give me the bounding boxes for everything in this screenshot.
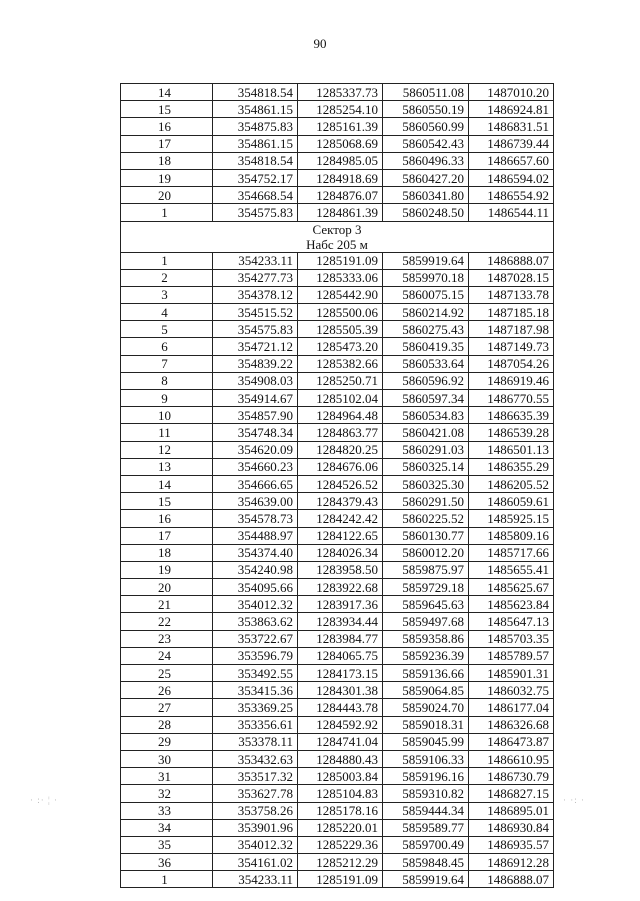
table-row xyxy=(121,390,554,407)
table-row xyxy=(121,458,554,475)
point-number-cell: 36 xyxy=(121,854,213,871)
coordinate-cell: 354515.52 xyxy=(213,304,298,321)
coordinate-cell: 1284592.92 xyxy=(298,716,383,733)
coordinate-cell: 1284820.25 xyxy=(298,441,383,458)
point-number-cell: 31 xyxy=(121,768,213,785)
coordinate-cell: 1485925.15 xyxy=(469,510,554,527)
table-row xyxy=(121,252,554,269)
coordinate-cell: 1283984.77 xyxy=(298,630,383,647)
coordinate-cell: 5859310.82 xyxy=(383,785,469,802)
point-number-cell: 15 xyxy=(121,101,213,118)
point-number-cell: 17 xyxy=(121,135,213,152)
coordinate-cell: 354095.66 xyxy=(213,579,298,596)
point-number-cell: 23 xyxy=(121,630,213,647)
coordinate-cell: 354861.15 xyxy=(213,135,298,152)
table-row xyxy=(121,665,554,682)
coordinate-cell: 354233.11 xyxy=(213,252,298,269)
table-row xyxy=(121,355,554,372)
table-row xyxy=(121,475,554,492)
coordinate-cell: 1284880.43 xyxy=(298,750,383,767)
coordinate-cell: 1487028.15 xyxy=(469,269,554,286)
point-number-cell: 8 xyxy=(121,372,213,389)
coordinate-cell: 353596.79 xyxy=(213,647,298,664)
table-row xyxy=(121,802,554,819)
coordinate-cell: 1284741.04 xyxy=(298,733,383,750)
coordinate-cell: 5859497.68 xyxy=(383,613,469,630)
point-number-cell: 3 xyxy=(121,286,213,303)
coordinate-cell: 1486473.87 xyxy=(469,733,554,750)
coordinate-cell: 1285333.06 xyxy=(298,269,383,286)
coordinate-cell: 5860550.19 xyxy=(383,101,469,118)
coordinate-cell: 5860325.30 xyxy=(383,475,469,492)
point-number-cell: 10 xyxy=(121,407,213,424)
coordinate-cell: 353492.55 xyxy=(213,665,298,682)
coordinate-cell: 5859018.31 xyxy=(383,716,469,733)
section-title: Сектор 3 xyxy=(121,221,554,237)
coordinate-cell: 1284173.15 xyxy=(298,665,383,682)
coordinate-cell: 354748.34 xyxy=(213,424,298,441)
coordinate-cell: 1486594.02 xyxy=(469,169,554,186)
coordinate-cell: 1485901.31 xyxy=(469,665,554,682)
coordinate-cell: 1485703.35 xyxy=(469,630,554,647)
coordinate-cell: 1284026.34 xyxy=(298,544,383,561)
coordinate-cell: 354575.83 xyxy=(213,204,298,221)
point-number-cell: 18 xyxy=(121,544,213,561)
point-number-cell: 15 xyxy=(121,493,213,510)
coordinate-cell: 354233.11 xyxy=(213,871,298,888)
coordinate-cell: 1283922.68 xyxy=(298,579,383,596)
coordinate-cell: 1485625.67 xyxy=(469,579,554,596)
point-number-cell: 19 xyxy=(121,169,213,186)
coordinate-cell: 1486924.81 xyxy=(469,101,554,118)
table-row xyxy=(121,613,554,630)
coordinate-cell: 354378.12 xyxy=(213,286,298,303)
table-row xyxy=(121,304,554,321)
coordinate-cell: 1285337.73 xyxy=(298,84,383,101)
coordinate-cell: 1283917.36 xyxy=(298,596,383,613)
coordinate-cell: 1285473.20 xyxy=(298,338,383,355)
coordinate-cell: 354857.90 xyxy=(213,407,298,424)
coordinate-cell: 354374.40 xyxy=(213,544,298,561)
coordinate-cell: 1284242.42 xyxy=(298,510,383,527)
coordinate-cell: 5859700.49 xyxy=(383,836,469,853)
table-row xyxy=(121,286,554,303)
table-row xyxy=(121,204,554,221)
coordinate-cell: 1486895.01 xyxy=(469,802,554,819)
coordinate-cell: 1486888.07 xyxy=(469,252,554,269)
coordinate-cell: 354578.73 xyxy=(213,510,298,527)
coordinate-cell: 1486827.15 xyxy=(469,785,554,802)
coordinate-cell: 353863.62 xyxy=(213,613,298,630)
coordinate-cell: 1486177.04 xyxy=(469,699,554,716)
point-number-cell: 18 xyxy=(121,152,213,169)
coordinate-cell: 1486770.55 xyxy=(469,390,554,407)
point-number-cell: 25 xyxy=(121,665,213,682)
point-number-cell: 35 xyxy=(121,836,213,853)
coordinate-cell: 354666.65 xyxy=(213,475,298,492)
coordinate-cell: 1284122.65 xyxy=(298,527,383,544)
coordinate-cell: 353369.25 xyxy=(213,699,298,716)
coordinate-cell: 1285382.66 xyxy=(298,355,383,372)
coordinate-cell: 1486635.39 xyxy=(469,407,554,424)
point-number-cell: 33 xyxy=(121,802,213,819)
table-row xyxy=(121,630,554,647)
table-row xyxy=(121,733,554,750)
coordinate-cell: 1486326.68 xyxy=(469,716,554,733)
point-number-cell: 16 xyxy=(121,510,213,527)
table-row xyxy=(121,84,554,101)
table-row xyxy=(121,372,554,389)
coordinates-table xyxy=(120,83,554,888)
point-number-cell: 5 xyxy=(121,321,213,338)
point-number-cell: 30 xyxy=(121,750,213,767)
scan-noise-left: · :· ¦ · xyxy=(30,795,59,805)
point-number-cell: 32 xyxy=(121,785,213,802)
point-number-cell: 24 xyxy=(121,647,213,664)
point-number-cell: 20 xyxy=(121,579,213,596)
coordinate-cell: 354875.83 xyxy=(213,118,298,135)
coordinate-cell: 5860325.14 xyxy=(383,458,469,475)
coordinate-cell: 1487149.73 xyxy=(469,338,554,355)
coordinate-cell: 5859919.64 xyxy=(383,252,469,269)
coordinate-cell: 1285102.04 xyxy=(298,390,383,407)
coordinate-cell: 1485623.84 xyxy=(469,596,554,613)
table-row xyxy=(121,682,554,699)
table-row xyxy=(121,819,554,836)
coordinate-cell: 5859848.45 xyxy=(383,854,469,871)
coordinate-cell: 1487187.98 xyxy=(469,321,554,338)
coordinate-cell: 1486739.44 xyxy=(469,135,554,152)
coordinate-cell: 354620.09 xyxy=(213,441,298,458)
table-row xyxy=(121,785,554,802)
coordinate-cell: 354012.32 xyxy=(213,836,298,853)
coordinate-cell: 354818.54 xyxy=(213,84,298,101)
table-row xyxy=(121,768,554,785)
coordinate-cell: 5860421.08 xyxy=(383,424,469,441)
point-number-cell: 12 xyxy=(121,441,213,458)
coordinate-cell: 5860214.92 xyxy=(383,304,469,321)
coordinate-cell: 354277.73 xyxy=(213,269,298,286)
coordinate-cell: 353901.96 xyxy=(213,819,298,836)
table-row xyxy=(121,338,554,355)
table-body-top xyxy=(121,84,554,222)
point-number-cell: 11 xyxy=(121,424,213,441)
coordinate-cell: 354639.00 xyxy=(213,493,298,510)
point-number-cell: 28 xyxy=(121,716,213,733)
coordinate-cell: 5860542.43 xyxy=(383,135,469,152)
point-number-cell: 6 xyxy=(121,338,213,355)
table-row xyxy=(121,135,554,152)
coordinate-cell: 353517.32 xyxy=(213,768,298,785)
coordinate-cell: 354012.32 xyxy=(213,596,298,613)
point-number-cell: 21 xyxy=(121,596,213,613)
coordinate-cell: 1485809.16 xyxy=(469,527,554,544)
table-row xyxy=(121,269,554,286)
point-number-cell: 14 xyxy=(121,475,213,492)
coordinate-cell: 353722.67 xyxy=(213,630,298,647)
coordinate-cell: 5860291.03 xyxy=(383,441,469,458)
table-row xyxy=(121,152,554,169)
coordinate-cell: 1486930.84 xyxy=(469,819,554,836)
coordinate-cell: 5860248.50 xyxy=(383,204,469,221)
coordinate-cell: 1284985.05 xyxy=(298,152,383,169)
coordinate-cell: 1486544.11 xyxy=(469,204,554,221)
coordinate-cell: 354488.97 xyxy=(213,527,298,544)
table-row xyxy=(121,424,554,441)
point-number-cell: 1 xyxy=(121,252,213,269)
coordinate-cell: 5860225.52 xyxy=(383,510,469,527)
table-row xyxy=(121,441,554,458)
coordinate-cell: 1283934.44 xyxy=(298,613,383,630)
coordinate-cell: 5859236.39 xyxy=(383,647,469,664)
coordinate-cell: 354861.15 xyxy=(213,101,298,118)
coordinate-cell: 1486935.57 xyxy=(469,836,554,853)
coordinate-cell: 1283958.50 xyxy=(298,561,383,578)
coordinate-cell: 354660.23 xyxy=(213,458,298,475)
point-number-cell: 14 xyxy=(121,84,213,101)
point-number-cell: 17 xyxy=(121,527,213,544)
table-row xyxy=(121,527,554,544)
coordinate-cell: 354752.17 xyxy=(213,169,298,186)
coordinate-cell: 5860511.08 xyxy=(383,84,469,101)
coordinate-cell: 1485717.66 xyxy=(469,544,554,561)
coordinate-cell: 5860560.99 xyxy=(383,118,469,135)
coordinate-cell: 1285229.36 xyxy=(298,836,383,853)
coordinate-cell: 354818.54 xyxy=(213,152,298,169)
coordinate-cell: 1485655.41 xyxy=(469,561,554,578)
point-number-cell: 26 xyxy=(121,682,213,699)
table-row xyxy=(121,750,554,767)
coordinate-cell: 353356.61 xyxy=(213,716,298,733)
coordinate-cell: 353432.63 xyxy=(213,750,298,767)
section-subtitle-row xyxy=(121,237,554,253)
coordinate-cell: 5860427.20 xyxy=(383,169,469,186)
point-number-cell: 1 xyxy=(121,204,213,221)
coordinate-cell: 1284379.43 xyxy=(298,493,383,510)
coordinate-cell: 5859196.16 xyxy=(383,768,469,785)
coordinate-cell: 5859024.70 xyxy=(383,699,469,716)
coordinate-cell: 1486730.79 xyxy=(469,768,554,785)
coordinate-cell: 1485647.13 xyxy=(469,613,554,630)
coordinate-cell: 1486501.13 xyxy=(469,441,554,458)
point-number-cell: 19 xyxy=(121,561,213,578)
coordinate-cell: 5859589.77 xyxy=(383,819,469,836)
coordinate-cell: 354914.67 xyxy=(213,390,298,407)
point-number-cell: 29 xyxy=(121,733,213,750)
table-row xyxy=(121,579,554,596)
coordinate-cell: 5860533.64 xyxy=(383,355,469,372)
point-number-cell: 34 xyxy=(121,819,213,836)
table-row xyxy=(121,596,554,613)
coordinate-cell: 354839.22 xyxy=(213,355,298,372)
coordinate-cell: 1486831.51 xyxy=(469,118,554,135)
coordinate-cell: 1285442.90 xyxy=(298,286,383,303)
scan-noise-right: · ·: · xyxy=(563,795,585,805)
coordinate-cell: 1285068.69 xyxy=(298,135,383,152)
coordinate-cell: 1486059.61 xyxy=(469,493,554,510)
coordinate-cell: 354575.83 xyxy=(213,321,298,338)
coordinate-cell: 1487133.78 xyxy=(469,286,554,303)
table-row xyxy=(121,699,554,716)
point-number-cell: 7 xyxy=(121,355,213,372)
coordinate-cell: 354240.98 xyxy=(213,561,298,578)
coordinate-cell: 5859064.85 xyxy=(383,682,469,699)
coordinate-cell: 5860597.34 xyxy=(383,390,469,407)
coordinate-cell: 1284918.69 xyxy=(298,169,383,186)
coordinate-cell: 5859919.64 xyxy=(383,871,469,888)
coordinate-cell: 1485789.57 xyxy=(469,647,554,664)
coordinate-cell: 1486912.28 xyxy=(469,854,554,871)
table-row xyxy=(121,407,554,424)
table-row xyxy=(121,510,554,527)
point-number-cell: 20 xyxy=(121,187,213,204)
coordinate-cell: 1284861.39 xyxy=(298,204,383,221)
coordinate-cell: 5859444.34 xyxy=(383,802,469,819)
coordinate-cell: 5860341.80 xyxy=(383,187,469,204)
coordinate-cell: 5859136.66 xyxy=(383,665,469,682)
point-number-cell: 9 xyxy=(121,390,213,407)
table-row xyxy=(121,187,554,204)
coordinate-cell: 1285161.39 xyxy=(298,118,383,135)
page-number: 90 xyxy=(313,36,327,51)
table-row xyxy=(121,647,554,664)
table-row xyxy=(121,854,554,871)
coordinate-cell: 1284301.38 xyxy=(298,682,383,699)
coordinate-cell: 5859645.63 xyxy=(383,596,469,613)
coordinate-cell: 1285254.10 xyxy=(298,101,383,118)
table-row xyxy=(121,561,554,578)
table-row xyxy=(121,118,554,135)
coordinate-cell: 1486919.46 xyxy=(469,372,554,389)
coordinate-cell: 5860012.20 xyxy=(383,544,469,561)
table-row xyxy=(121,544,554,561)
coordinate-cell: 1284676.06 xyxy=(298,458,383,475)
table-row xyxy=(121,493,554,510)
coordinate-cell: 354668.54 xyxy=(213,187,298,204)
coordinate-cell: 1284876.07 xyxy=(298,187,383,204)
coordinate-cell: 5860275.43 xyxy=(383,321,469,338)
coordinate-cell: 1486888.07 xyxy=(469,871,554,888)
section-header xyxy=(121,221,554,252)
coordinate-cell: 1284863.77 xyxy=(298,424,383,441)
coordinate-cell: 1487010.20 xyxy=(469,84,554,101)
coordinate-cell: 1285212.29 xyxy=(298,854,383,871)
coordinate-cell: 5860534.83 xyxy=(383,407,469,424)
section-subtitle: Набс 205 м xyxy=(121,237,554,253)
coordinate-cell: 353415.36 xyxy=(213,682,298,699)
coordinate-cell: 1487185.18 xyxy=(469,304,554,321)
coordinate-cell: 353378.11 xyxy=(213,733,298,750)
coordinate-cell: 354908.03 xyxy=(213,372,298,389)
table-row xyxy=(121,836,554,853)
coordinate-cell: 5860075.15 xyxy=(383,286,469,303)
coordinate-cell: 1487054.26 xyxy=(469,355,554,372)
point-number-cell: 27 xyxy=(121,699,213,716)
coordinate-cell: 5859358.86 xyxy=(383,630,469,647)
table-row xyxy=(121,871,554,888)
coordinate-cell: 5860496.33 xyxy=(383,152,469,169)
coordinate-cell: 1284964.48 xyxy=(298,407,383,424)
coordinate-cell: 1285178.16 xyxy=(298,802,383,819)
coordinate-cell: 1486539.28 xyxy=(469,424,554,441)
coordinate-cell: 1486554.92 xyxy=(469,187,554,204)
coordinate-cell: 1284065.75 xyxy=(298,647,383,664)
coordinate-cell: 1486032.75 xyxy=(469,682,554,699)
table-body-bottom xyxy=(121,252,554,888)
point-number-cell: 2 xyxy=(121,269,213,286)
coordinate-cell: 5859970.18 xyxy=(383,269,469,286)
coordinate-cell: 353758.26 xyxy=(213,802,298,819)
point-number-cell: 1 xyxy=(121,871,213,888)
table-row xyxy=(121,169,554,186)
coordinate-cell: 5859045.99 xyxy=(383,733,469,750)
coordinate-cell: 1285003.84 xyxy=(298,768,383,785)
section-title-row xyxy=(121,221,554,237)
coordinate-cell: 1284443.78 xyxy=(298,699,383,716)
coordinate-cell: 5860130.77 xyxy=(383,527,469,544)
coordinate-cell: 354721.12 xyxy=(213,338,298,355)
coordinate-cell: 5859875.97 xyxy=(383,561,469,578)
coordinate-cell: 353627.78 xyxy=(213,785,298,802)
coordinate-cell: 1486355.29 xyxy=(469,458,554,475)
coordinate-cell: 5859729.18 xyxy=(383,579,469,596)
coordinate-cell: 5860596.92 xyxy=(383,372,469,389)
coordinate-cell: 1285104.83 xyxy=(298,785,383,802)
coordinate-cell: 5859106.33 xyxy=(383,750,469,767)
point-number-cell: 22 xyxy=(121,613,213,630)
table-row xyxy=(121,321,554,338)
coordinate-cell: 1285191.09 xyxy=(298,252,383,269)
coordinate-cell: 1285500.06 xyxy=(298,304,383,321)
coordinate-cell: 1486610.95 xyxy=(469,750,554,767)
point-number-cell: 13 xyxy=(121,458,213,475)
coordinate-cell: 1285505.39 xyxy=(298,321,383,338)
coordinate-cell: 1285250.71 xyxy=(298,372,383,389)
point-number-cell: 16 xyxy=(121,118,213,135)
coordinate-cell: 1486657.60 xyxy=(469,152,554,169)
table-row xyxy=(121,716,554,733)
coordinate-cell: 1285220.01 xyxy=(298,819,383,836)
coordinate-cell: 1285191.09 xyxy=(298,871,383,888)
table-row xyxy=(121,101,554,118)
point-number-cell: 4 xyxy=(121,304,213,321)
coordinate-cell: 1284526.52 xyxy=(298,475,383,492)
coordinate-cell: 1486205.52 xyxy=(469,475,554,492)
coordinate-cell: 5860419.35 xyxy=(383,338,469,355)
coordinate-cell: 354161.02 xyxy=(213,854,298,871)
coordinate-cell: 5860291.50 xyxy=(383,493,469,510)
